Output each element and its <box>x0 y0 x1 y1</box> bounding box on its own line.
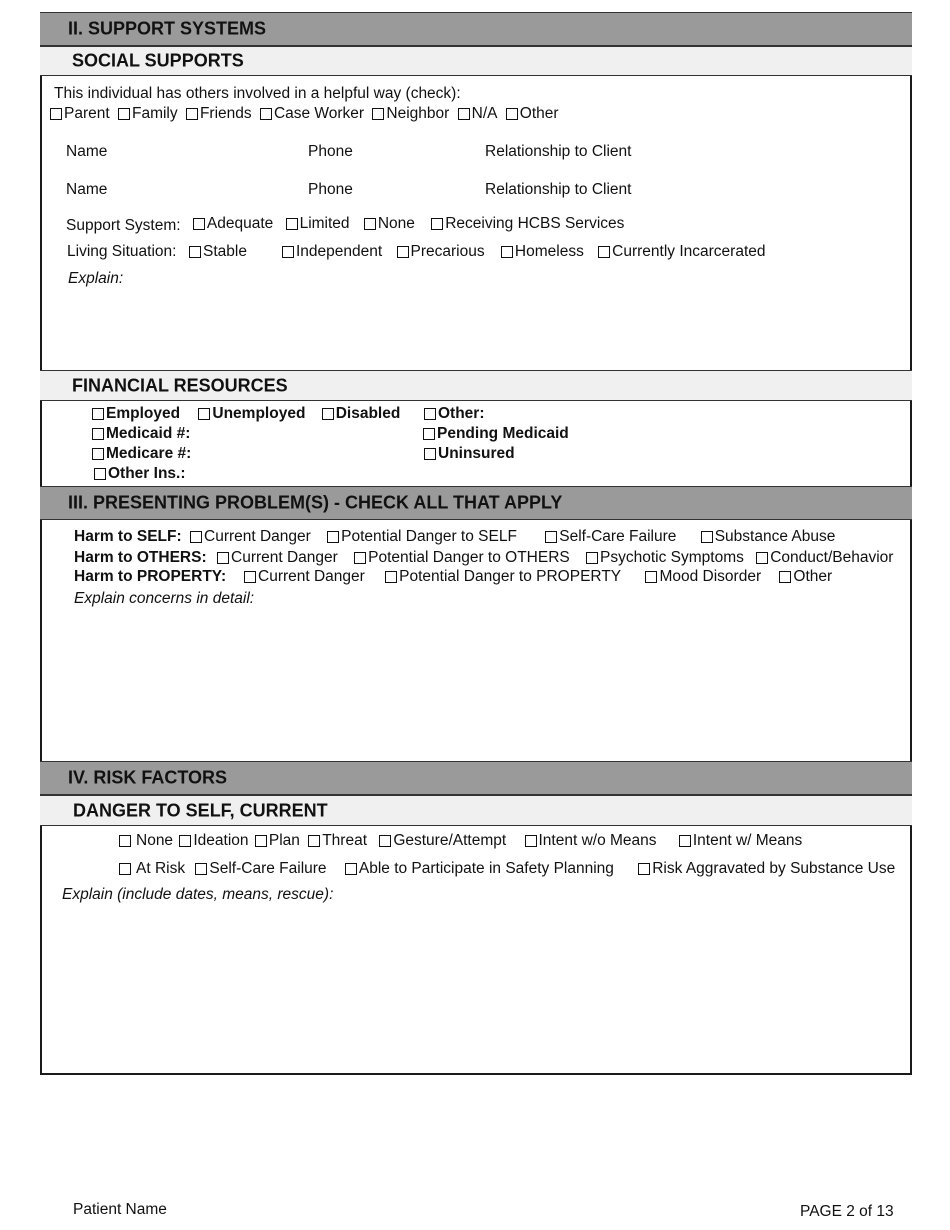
contact2-relationship-label: Relationship to Client <box>485 181 632 198</box>
checkbox-box[interactable] <box>92 448 104 460</box>
checkbox-family[interactable]: Family <box>118 105 178 123</box>
subsection-header-financial <box>40 370 912 401</box>
checkbox-box[interactable] <box>379 835 391 847</box>
checkbox-box[interactable] <box>92 428 104 440</box>
checkbox-na[interactable]: N/A <box>458 105 498 123</box>
checkbox-other-ins[interactable]: Other Ins.: <box>94 465 190 485</box>
checkbox-box[interactable] <box>189 246 201 258</box>
checkbox-box[interactable] <box>397 246 409 258</box>
checkbox-self-potential-danger[interactable]: Potential Danger to SELF <box>327 528 517 546</box>
subsection-title: SOCIAL SUPPORTS <box>72 50 244 71</box>
checkbox-medicaid[interactable]: Medicaid #: <box>92 425 194 445</box>
harm-self-row <box>74 528 188 546</box>
financial-row-1 <box>92 405 404 425</box>
checkbox-others-potential-danger[interactable]: Potential Danger to OTHERS <box>354 549 570 567</box>
risk-explain-label: Explain (include dates, means, rescue): <box>62 886 334 903</box>
subsection-header-danger-self <box>40 795 912 826</box>
social-options-row <box>50 105 563 125</box>
checkbox-box[interactable] <box>186 108 198 120</box>
checkbox-box[interactable] <box>638 863 650 875</box>
checkbox-box[interactable] <box>94 468 106 480</box>
checkbox-gesture-attempt[interactable]: Gesture/Attempt <box>379 832 506 850</box>
checkbox-disabled[interactable]: Disabled <box>322 405 401 423</box>
section-title: II. SUPPORT SYSTEMS <box>68 18 267 39</box>
section-title: III. PRESENTING PROBLEM(S) - CHECK ALL THAT APPLY <box>68 492 563 513</box>
living-explain-label: Explain: <box>68 270 124 287</box>
checkbox-box[interactable] <box>327 531 339 543</box>
contact1-name-label: Name <box>66 143 108 160</box>
checkbox-adequate[interactable]: Adequate <box>193 215 273 233</box>
checkbox-safety-planning[interactable]: Able to Participate in Safety Planning <box>345 860 614 878</box>
checkbox-stable[interactable]: Stable <box>189 243 251 263</box>
checkbox-box[interactable] <box>586 552 598 564</box>
checkbox-danger-self-care-failure[interactable]: Self-Care Failure <box>195 860 326 878</box>
harm-property-label-wrap <box>74 568 226 586</box>
checkbox-self-current-danger[interactable]: Current Danger <box>190 528 311 546</box>
checkbox-property-other[interactable]: Other <box>779 568 832 586</box>
checkbox-box[interactable] <box>92 408 104 420</box>
checkbox-box[interactable] <box>679 835 691 847</box>
checkbox-box[interactable] <box>598 246 610 258</box>
concerns-explain-label: Explain concerns in detail: <box>74 590 255 607</box>
checkbox-box[interactable] <box>260 108 272 120</box>
checkbox-none[interactable]: None <box>364 215 415 233</box>
checkbox-box[interactable] <box>255 835 267 847</box>
harm-others-label: Harm to OTHERS: <box>74 549 207 566</box>
checkbox-uninsured[interactable]: Uninsured <box>424 445 519 465</box>
checkbox-box[interactable] <box>179 835 191 847</box>
checkbox-box[interactable] <box>217 552 229 564</box>
checkbox-risk-substance[interactable]: Risk Aggravated by Substance Use <box>638 860 895 878</box>
checkbox-box[interactable] <box>506 108 518 120</box>
checkbox-box[interactable] <box>198 408 210 420</box>
danger-row-1 <box>119 832 806 852</box>
checkbox-parent[interactable]: Parent <box>50 105 110 123</box>
checkbox-box[interactable] <box>525 835 537 847</box>
social-prompt: This individual has others involved in a helpful way (check): <box>54 85 461 102</box>
checkbox-property-potential-danger[interactable]: Potential Danger to PROPERTY <box>385 568 621 586</box>
checkbox-box[interactable] <box>431 218 443 230</box>
living-situation-label: Living Situation: <box>67 243 177 260</box>
checkbox-psychotic-symptoms[interactable]: Psychotic Symptoms <box>586 549 744 567</box>
harm-property-label: Harm to PROPERTY: <box>74 568 227 585</box>
checkbox-box[interactable] <box>190 531 202 543</box>
checkbox-pending-medicaid[interactable]: Pending Medicaid <box>423 425 573 445</box>
checkbox-box[interactable] <box>286 218 298 230</box>
contact2-name-label: Name <box>66 181 108 198</box>
subsection-title: DANGER TO SELF, CURRENT <box>73 800 328 820</box>
checkbox-box[interactable] <box>545 531 557 543</box>
checkbox-unemployed[interactable]: Unemployed <box>198 405 305 423</box>
harm-others-options <box>217 549 897 569</box>
checkbox-box[interactable] <box>701 531 713 543</box>
subsection-header-social-supports <box>40 46 912 76</box>
checkbox-box[interactable] <box>193 218 205 230</box>
section-title: IV. RISK FACTORS <box>68 767 228 788</box>
checkbox-intent-without-means[interactable]: Intent w/o Means <box>525 832 657 850</box>
checkbox-box[interactable] <box>195 863 207 875</box>
section-header-risk-factors <box>40 761 912 795</box>
checkbox-box[interactable] <box>385 571 397 583</box>
checkbox-independent[interactable]: Independent <box>282 243 382 261</box>
checkbox-box[interactable] <box>119 835 131 847</box>
checkbox-box[interactable] <box>364 218 376 230</box>
checkbox-friends[interactable]: Friends <box>186 105 252 123</box>
support-system-label: Support System: <box>66 217 181 234</box>
subsection-title: FINANCIAL RESOURCES <box>72 375 288 395</box>
checkbox-incarcerated[interactable]: Currently Incarcerated <box>598 243 765 261</box>
checkbox-box[interactable] <box>282 246 294 258</box>
checkbox-precarious[interactable]: Precarious <box>397 243 485 261</box>
checkbox-hcbs[interactable]: Receiving HCBS Services <box>431 215 624 233</box>
checkbox-box[interactable] <box>322 408 334 420</box>
checkbox-other[interactable]: Other <box>506 105 559 123</box>
checkbox-self-care-failure[interactable]: Self-Care Failure <box>545 528 676 546</box>
checkbox-box[interactable] <box>424 408 436 420</box>
harm-property-options <box>244 568 836 588</box>
checkbox-box[interactable] <box>345 863 357 875</box>
checkbox-box[interactable] <box>372 108 384 120</box>
checkbox-conduct-behavior[interactable]: Conduct/Behavior <box>756 549 893 567</box>
checkbox-limited[interactable]: Limited <box>286 215 350 233</box>
checkbox-financial-other[interactable]: Other: <box>424 405 489 425</box>
section-header-presenting-problems <box>40 486 912 520</box>
checkbox-others-current-danger[interactable]: Current Danger <box>217 549 338 567</box>
contact1-relationship-label: Relationship to Client <box>485 143 632 160</box>
checkbox-box[interactable] <box>50 108 62 120</box>
checkbox-box[interactable] <box>354 552 366 564</box>
checkbox-box[interactable] <box>308 835 320 847</box>
checkbox-box[interactable] <box>645 571 657 583</box>
checkbox-box[interactable] <box>423 428 435 440</box>
harm-self-options <box>190 528 839 548</box>
checkbox-at-risk[interactable]: At Risk <box>119 860 185 878</box>
checkbox-ideation[interactable]: Ideation <box>179 832 248 850</box>
checkbox-plan[interactable]: Plan <box>255 832 300 850</box>
checkbox-box[interactable] <box>501 246 513 258</box>
checkbox-box[interactable] <box>424 448 436 460</box>
checkbox-employed[interactable]: Employed <box>92 405 180 423</box>
checkbox-box[interactable] <box>756 552 768 564</box>
checkbox-box[interactable] <box>118 108 130 120</box>
support-system-row <box>66 215 628 235</box>
checkbox-box[interactable] <box>244 571 256 583</box>
checkbox-medicare[interactable]: Medicare #: <box>92 445 195 465</box>
checkbox-homeless[interactable]: Homeless <box>501 243 584 261</box>
contact1-phone-label: Phone <box>308 143 353 160</box>
danger-row-2 <box>119 860 899 880</box>
checkbox-box[interactable] <box>779 571 791 583</box>
contact2-phone-label: Phone <box>308 181 353 198</box>
checkbox-property-current-danger[interactable]: Current Danger <box>244 568 365 586</box>
harm-self-label: Harm to SELF: <box>74 528 182 545</box>
checkbox-intent-with-means[interactable]: Intent w/ Means <box>679 832 802 850</box>
footer-page-number: PAGE 2 of 13 <box>800 1203 894 1220</box>
footer-patient-name: Patient Name <box>73 1201 167 1218</box>
checkbox-box[interactable] <box>458 108 470 120</box>
harm-others-label-wrap <box>74 549 207 567</box>
checkbox-mood-disorder[interactable]: Mood Disorder <box>645 568 761 586</box>
section-header-support-systems <box>40 12 912 46</box>
checkbox-substance-abuse[interactable]: Substance Abuse <box>701 528 836 546</box>
living-options-row <box>282 243 770 263</box>
checkbox-box[interactable] <box>119 863 131 875</box>
checkbox-threat[interactable]: Threat <box>308 832 367 850</box>
checkbox-danger-none[interactable]: None <box>119 832 173 850</box>
checkbox-case-worker[interactable]: Case Worker <box>260 105 364 123</box>
checkbox-neighbor[interactable]: Neighbor <box>372 105 449 123</box>
